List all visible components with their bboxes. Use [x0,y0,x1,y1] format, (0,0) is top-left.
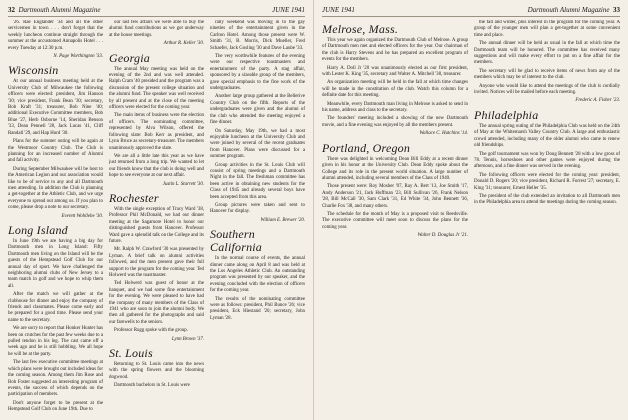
paragraph: rally weekend was moving in to the gay nineties of the entertainment given in the Carlton Hotel. Among those present were W. Smith '31, B. Morris, Dick Mueller, Fred Schaefer, Jack Gosling '30 and Dave Laube '33. [210,20,305,51]
paragraph: Those present were: Roy Mosher '07, Ray A. Bert '13, Joe Smith '17, Andy Anderson '21, Jack Hoffman '23, Bill Sullivan '26, Frank Nelson '28, Bill McCall '30, Sam Clark '31, Ed White '34, John Bennett '36, Charlie Fox '38, and many others. [322,184,468,209]
running-head [8,6,305,17]
paragraph: Anyone who would like to attend the meetings of the club is cordially invited. Notices will be mailed before each meeting. [474,83,620,96]
paragraph: The schedule for the month of May is a proposed visit to Reedsville. The executive committee will meet soon to discuss the plans for the coming year. [322,211,468,230]
paragraph: The annual May meeting was held on the evening of the 2nd and was well attended. Ralph Cram '40 presided and the program was a discussion of the present college situation and the alumni fund. The speaker was well received by all present and at the close of the meeting officers were elected for the coming year. [109,66,204,111]
paragraph: Another large group gathered at the Bellerive Country Club on the fifth. Reports of the undergraduates were given and the alumni of the club who attended the meeting enjoyed a fine dinner. [210,94,305,126]
paragraph: The secretary will be glad to receive items of news from any of the members which may be of interest to the club. [474,68,620,81]
paragraph: Meanwhile, every Dartmouth man living in Melrose is asked to send in his name, address and class to the secretary. [322,101,468,114]
paragraph: Group activities in the St. Louis Club will consist of spring meetings and a Dartmouth Night in the fall. The freshman committee has been active in obtaining new students for the Class of 1945 and already several boys have been accepted from this area. [210,162,305,200]
page-number: 32 [8,6,15,14]
paragraph: On Saturday, May 19th, we had a most enjoyable luncheon at the University Club and were joined by several of the recent graduates from Hanover. Plans were discussed for a summer program. [210,128,305,160]
paragraph: The following officers were elected for the coming year: president, Donald D. Rogers '20; vice president, Richard R. Forrest '27; secretary, E. King '31; treasurer, Ernest Heller '35. [474,172,620,191]
paragraph: Mr. Ralph W. Crawford '30 was presented by Lyman. A brief talk on alumni activities followed, and the men present gave their full support to the program for the coming year. Ted Holwerd was the toastmaster. [109,247,204,278]
text-column [8,20,103,418]
signature: William E. Brewer '20. [260,217,305,223]
right-page [314,0,628,420]
paragraph: After the match we will gather at the clubhouse for dinner and enjoy the company of friends and classmates. Please come early and be prepared for a good time. Please send your name to the secretary. [8,292,103,323]
paragraph: With the single exception of Tracy Ward '38, Professor Phil McDonald, we had our dinner meeting at the Sagamore Hotel to honor our distinguished guests from Hanover. Professor Ward gave a splendid talk on the College and its future. [109,206,204,244]
paragraph: Plans for the summer outing will be again at the Westmoor Country Club. The Club is planning for an increased number of Alumni and fall activity. [8,139,103,164]
paragraph: The founders' meeting included a showing of the new Dartmouth movie, and a fine evening was enjoyed by all the members present. [322,116,468,128]
paragraph: At our annual business meeting held at the University Club of Milwaukee the following officers were elected: president, Jim Hanson '30; vice president, Frank Bean '30; secretary, Bob Kraft '31; treasurer, Bob Nine '40; additional Executive Committee members, Bob Blue '27, Herb Osborne '14, Sheridan Benson '33, Dean Pennell '28, Jack Lucas '41, Cliff Randall '29, and Hap Hurd '30. [8,79,103,136]
text-column [322,20,468,418]
signature: Wallace C. Hutchins '14. [419,131,468,137]
signature: Frederic A. Fisher '23. [575,98,620,104]
paragraph: The president of the club extended an invitation to all Dartmouth men in the Philadelphia area to attend the meetings during the coming season. [474,193,620,206]
paragraph: In June 19th we are having a big day for Dartmouth men in Long Island: Fifty Dartmouth men living on the Island will be the guests of the Hempstead Golf Club for our annual day of sport. We have challenged the neighboring alumni clubs of New Jersey to a team match in golf and we hope to whip them all. [8,238,103,289]
page-number: 33 [613,6,620,14]
section-heading: Long Island [8,222,68,237]
signature: Arthur R. Keller '30. [163,41,204,47]
text-column [210,20,305,418]
paragraph: Don't anyone forget to be present at the Hempstead Golf Club on June 19th. Due to [8,400,103,413]
paragraph: During September Milwaukee will be host to the American Legion and our association would like to be of service to any and all Dartmouth men attending. In addition the Club is planning a get-together at the Athletic Club, and we urge everyone to spread out among us. If you plan to come, please drop a note to our secretary. [8,166,103,211]
paragraph: the fall and winter, plus interest in the program for the coming year. A group of the younger men will plan a get-together at some convenient time and place. [474,20,620,38]
running-head [322,6,620,17]
signature: Justin L. Starrett '30. [162,181,204,187]
paragraph: The results of the nominating committee were as follows: president, Phil Bunce '26; vice president, Eck Hiestand '20; secretary, John Lyman '28. [210,296,305,321]
text-column [474,20,620,418]
section-heading: Philadelphia [474,107,539,122]
paragraph: We are all a little late this year as we have just returned from a long trip. We wanted to let our friends know that the club is doing well and hope to see everyone at our next affair. [109,153,204,179]
paragraph: There was delighted in welcoming Dean Bill Eddy at a recent dinner given in his honor at the University Club. Dean Eddy spoke about the College and its role in the present world situation. A large number of alumni attended, including several members of the Class of 1940. [322,156,468,181]
section-heading: Portland, Oregon [322,140,411,155]
signature: Walter D. Douglas Jr '21. [417,233,468,239]
section-heading: St. Louis [109,346,153,361]
paragraph: Dartmouth bachelors in St. Louis were [114,383,190,389]
text-column [109,20,204,418]
paragraph: This year we again organized the Dartmouth Club of Melrose. A group of Dartmouth men met and elected officers for the year. Our chairman of the club is Harry Stevens and he has prepared an excellent program of events for the members. [322,38,468,63]
paragraph: In the normal course of events, the annual dinner came along on April 8 and was held at the Los Angeles Athletic Club. An outstanding program was presented by our speaker, and the evening concluded with the election of officers for the coming year. [210,256,305,294]
signature: N. Page Worthington '33. [53,54,103,60]
left-columns [8,20,305,418]
signature: Everett Wohllebe '30. [61,213,103,219]
paragraph: The golf tournament was won by Doug Bennett '28 with a low gross of 78. Tennis, horseshoes and other games were enjoyed during the afternoon, and a fine dinner was served in the evening. [474,151,620,170]
paragraph: Harry A. Doll Jr '20 was unanimously elected as our first president, with Lester K. King '35, secretary and Walter A. Mitchell '38, treasurer. [322,65,468,78]
paragraph: An organization meeting will be held in the fall at which time changes will be made in the constitution of the club. Watch this column for a definite date for this meeting. [322,80,468,99]
section-heading: Rochester [109,190,159,205]
paragraph: The last few executive committee meetings at which plans were brought out included ideas for the coming season. Among them Jim Rose and Bob Foster suggested an interesting program of events, the success of which depends on the participation of members. [8,360,103,398]
issue-date: JUNE 1941 [322,6,355,14]
signature: Lynn Brown '37. [171,336,204,342]
paragraph: The main items of business were the election of officers. The nominating committee, represented by Alva Wilson, offered the following slate: Bob Kerr as president, and Lynn Bruce as secretary-treasurer. The members unanimously approved the slate. [109,113,204,151]
section-heading: Wisconsin [8,63,59,78]
right-columns [322,20,620,418]
section-heading: Southern California [210,227,263,255]
paragraph: Ted Holwerd was guest of honor at the banquet, and we had some fine entertainment for the evening. We were pleased to have had the company of many members of the Class of 1941 who are soon to join the alumni body. We then all gathered for the photographs and said our farewells to the seniors. [109,281,204,325]
magazine-title: Dartmouth Alumni Magazine [18,6,101,14]
paragraph: our last few affairs we were able to buy the alumni fund contributions as we got underway at the house meetings. [109,20,204,38]
section-heading: Georgia [109,50,150,65]
paragraph: We are sorry to report that Honker Hunter has been on crutches for the past few weeks due to a pulled tendon in his leg. The cast came off a week ago and he is still hobbling. We all hope he will be at the party. [8,326,103,357]
paragraph: '26. Rae Englander '34 and all the other servicemen in town . . . don't forget that the weekly luncheon continue straight through the summer at the accustomed Annapolis Hotel . . . every Tuesday at 12:30 p.m. [8,20,103,51]
paragraph: The annual spring outing of the Philadelphia Club was held on the 24th of May at the Whitemarsh Valley Country Club. A large and enthusiastic crowd attended, including many of the older alumni who came to renew old friendships. [474,123,620,149]
paragraph: The very worthwhile features of the evening were our respective toastmasters and entertainment of the party. A stag affair, sponsored by a sizeable group of the members, gave special emphasis to the fine work of the undergraduates. [210,54,305,92]
paragraph: Professor Rugg spoke with the group. [114,328,188,334]
paragraph: Group pictures were taken and sent to Hanover for display. [210,202,305,215]
paragraph: Returning to St. Louis came into the news with the spring flowers and the blooming dogwood. [109,362,204,380]
issue-date: JUNE 1941 [272,6,305,14]
section-heading: Melrose, Mass. [322,22,399,36]
magazine-title: Dartmouth Alumni Magazine [527,6,610,14]
paragraph: The annual dinner will be held as usual in the fall at which time the Dartmouth team will be honored. The committee has received many suggestions and will make every effort to put on a fine affair for the members. [474,41,620,66]
